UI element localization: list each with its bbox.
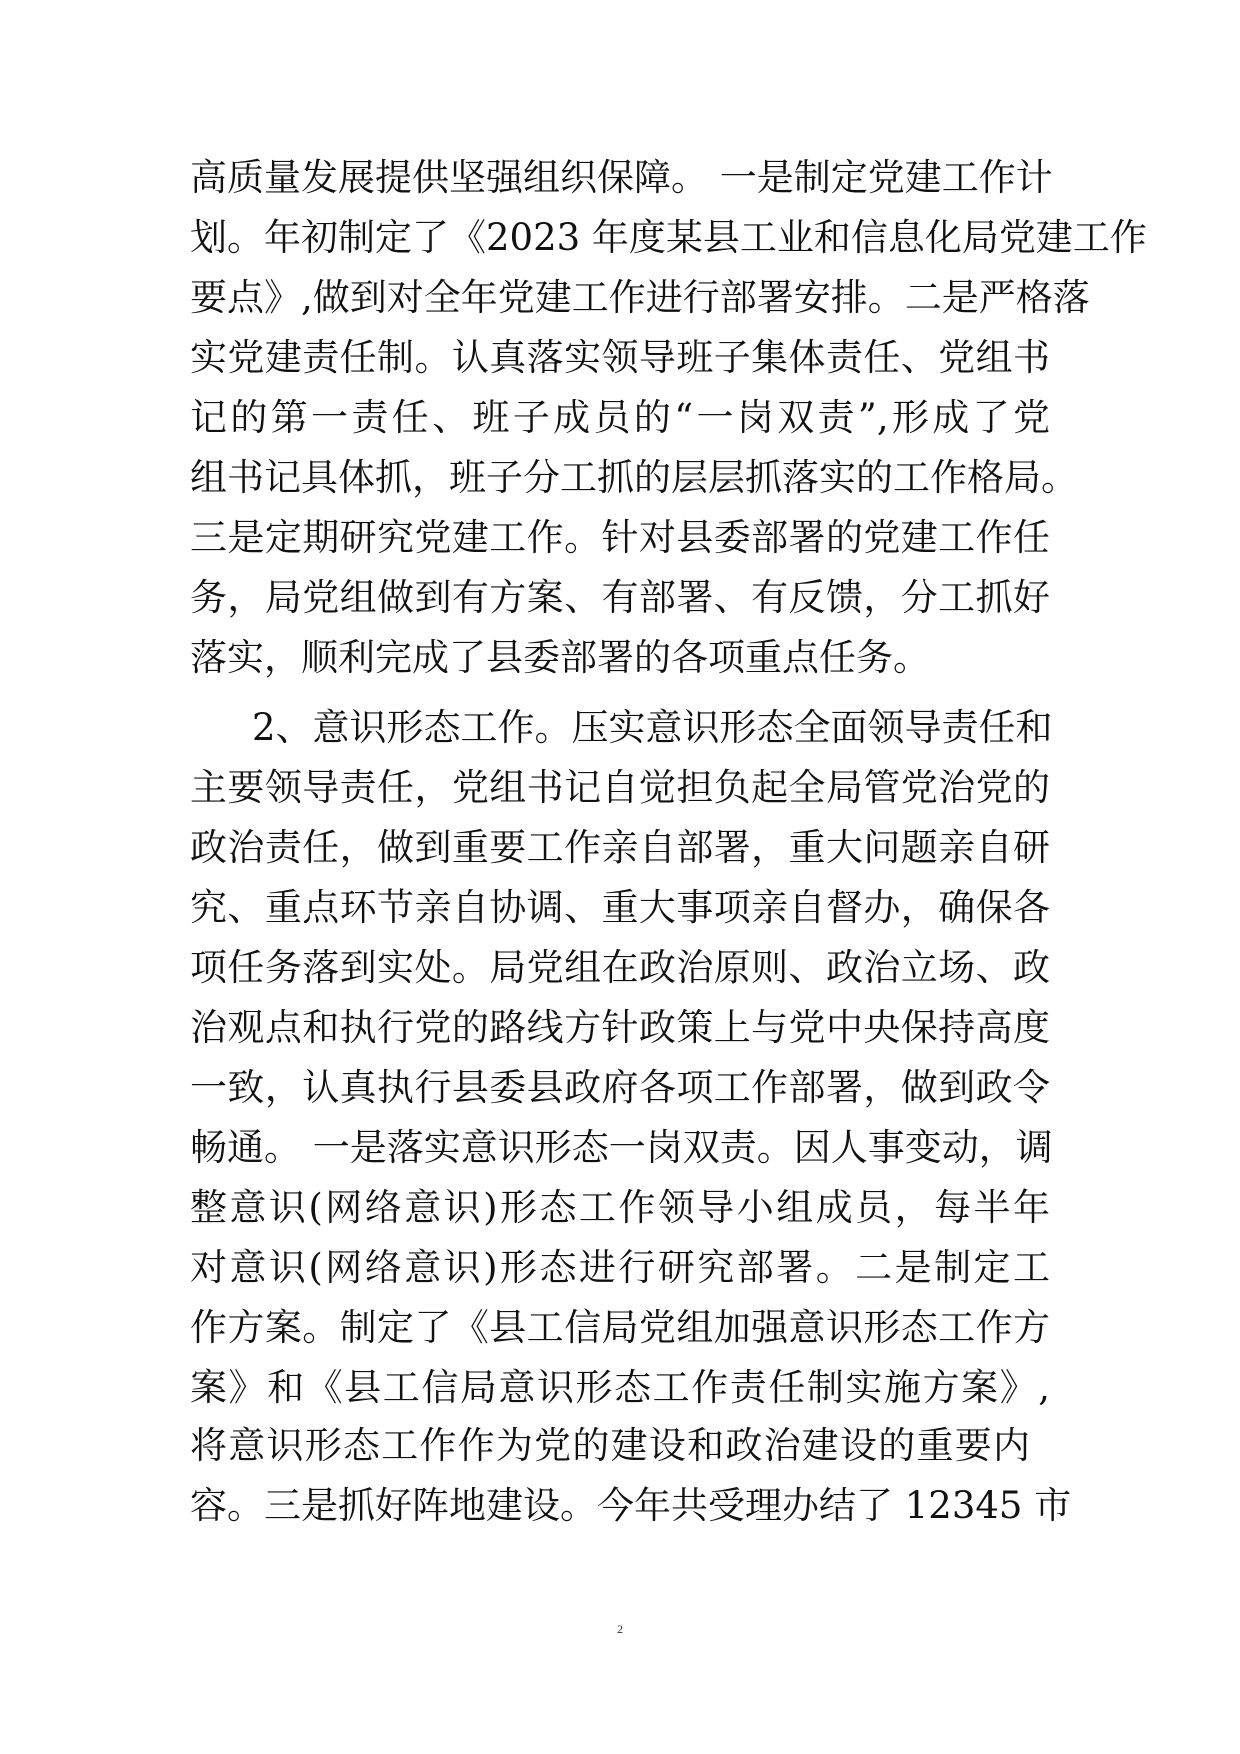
- text-line-16: 一致，认真执行县委县政府各项工作部署，做到政令: [190, 1066, 1050, 1109]
- text-line-17: 畅通。 一是落实意识形态一岗双责。因人事变动，调: [190, 1126, 1053, 1169]
- text-line-8: 务，局党组做到有方案、有部署、有反馈，分工抓好: [190, 576, 1050, 619]
- text-line-1: 高质量发展提供坚强组织保障。 一是制定党建工作计: [190, 156, 1053, 199]
- text-line-23: 容。三是抓好阵地建设。今年共受理办结了 12345 市: [190, 1484, 1072, 1527]
- text-line-15: 治观点和执行党的路线方针政策上与党中央保持高度: [190, 1006, 1050, 1049]
- page-number: 2: [617, 1622, 623, 1636]
- text-line-6: 组书记具体抓，班子分工抓的层层抓落实的工作格局。: [190, 456, 1078, 499]
- text-line-4: 实党建责任制。认真落实领导班子集体责任、党组书: [190, 336, 1050, 379]
- text-line-7: 三是定期研究党建工作。针对县委部署的党建工作任: [190, 516, 1050, 559]
- text-line-19: 对意识(网络意识)形态进行研究部署。二是制定工: [190, 1246, 1050, 1289]
- text-line-18: 整意识(网络意识)形态工作领导小组成员，每半年: [190, 1186, 1050, 1229]
- paragraph-2-first-line: 2、意识形态工作。压实意识形态全面领导责任和: [252, 706, 1053, 749]
- text-line-3: 要点》,做到对全年党建工作进行部署安排。二是严格落: [190, 276, 1090, 319]
- text-line-11: 主要领导责任，党组书记自觉担负起全局管党治党的: [190, 766, 1050, 809]
- text-line-20: 作方案。制定了《县工信局党组加强意识形态工作方: [190, 1306, 1050, 1349]
- text-line-12: 政治责任，做到重要工作亲自部署，重大问题亲自研: [190, 826, 1050, 869]
- text-line-2: 划。年初制定了《2023 年度某县工业和信息化局党建工作: [190, 216, 1147, 259]
- text-line-5: 记的第一责任、班子成员的“一岗双责”,形成了党: [190, 396, 1050, 439]
- text-line-22: 将意识形态工作作为党的建设和政治建设的重要内: [190, 1424, 1030, 1467]
- text-line-13: 究、重点环节亲自协调、重大事项亲自督办，确保各: [190, 886, 1050, 929]
- text-line-14: 项任务落到实处。局党组在政治原则、政治立场、政: [190, 946, 1050, 989]
- text-line-21: 案》和《县工信局意识形态工作责任制实施方案》,: [190, 1366, 1050, 1409]
- text-line-9: 落实，顺利完成了县委部署的各项重点任务。: [190, 636, 930, 679]
